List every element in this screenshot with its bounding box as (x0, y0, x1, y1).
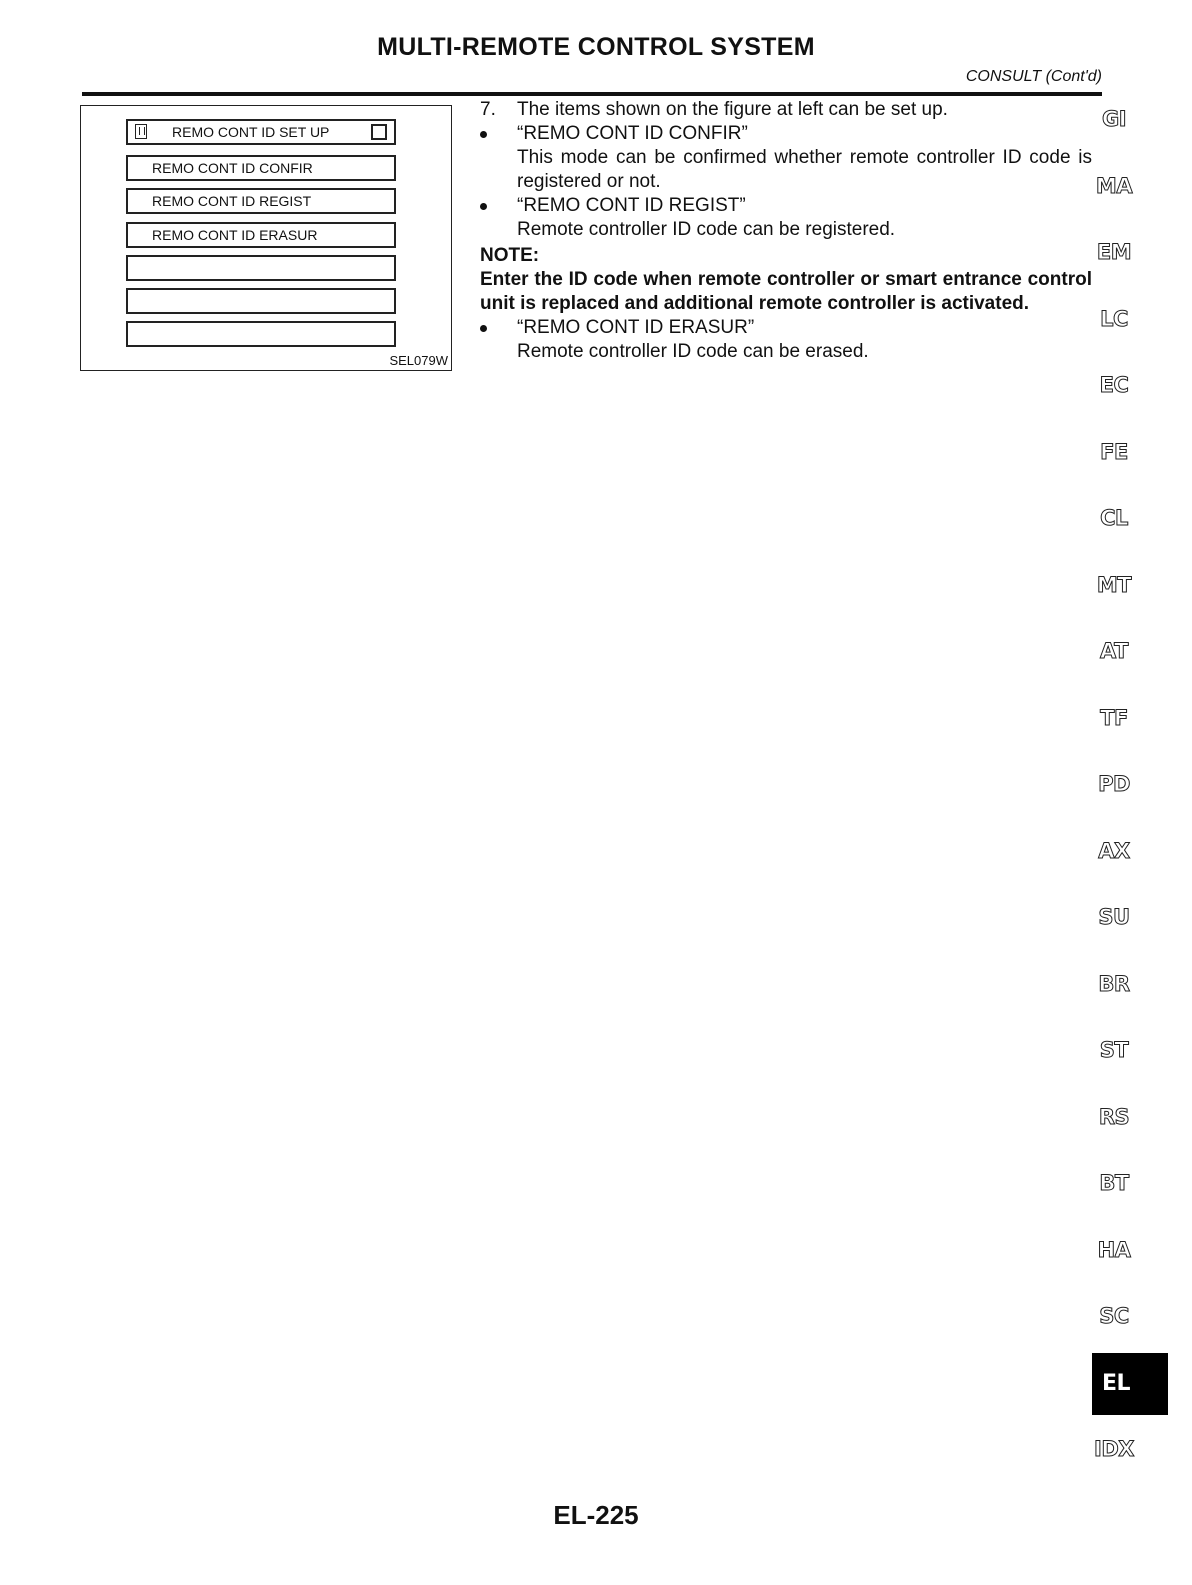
section-tab-ec[interactable]: EC (1099, 373, 1129, 397)
bullet-confir (480, 122, 1092, 194)
section-tab-em[interactable]: EM (1096, 240, 1132, 264)
bullet-title: “REMO CONT ID CONFIR” (517, 123, 748, 144)
header-rule (82, 92, 1102, 96)
bullet-text: Remote controller ID code can be erased. (517, 341, 869, 362)
section-tab-st[interactable]: ST (1099, 1038, 1129, 1062)
section-tab-ha[interactable]: HA (1097, 1237, 1131, 1262)
section-tab-index (1092, 95, 1168, 1495)
menu-box-regist: REMO CONT ID REGIST (126, 188, 396, 214)
figure-id: SEL079W (389, 353, 448, 368)
section-tab-fe[interactable]: FE (1100, 439, 1128, 464)
step-7 (480, 98, 1092, 122)
bullet-text: This mode can be confirmed whether remote controller ID code is registered or not. (517, 147, 1092, 192)
bullet-title: “REMO CONT ID REGIST” (517, 195, 746, 216)
section-tab-pd[interactable]: PD (1098, 772, 1130, 796)
section-tab-su[interactable]: SU (1098, 905, 1130, 929)
consult-screen-figure (80, 105, 452, 371)
menu-box-empty-1 (126, 255, 396, 281)
bullet-text: Remote controller ID code can be registered. (517, 219, 896, 240)
page-title: MULTI-REMOTE CONTROL SYSTEM (377, 33, 815, 61)
section-tab-ma[interactable]: MA (1095, 173, 1133, 198)
menu-box-confir: REMO CONT ID CONFIR (126, 155, 396, 181)
section-tab-rs[interactable]: RS (1098, 1104, 1130, 1129)
section-tab-cl[interactable]: CL (1100, 506, 1128, 530)
section-tab-br[interactable]: BR (1098, 971, 1130, 996)
section-subtitle: CONSULT (Cont'd) (965, 68, 1102, 85)
section-tab-gi[interactable]: GI (1101, 107, 1127, 131)
section-tab-ax[interactable]: AX (1098, 838, 1130, 863)
section-tab-mt[interactable]: MT (1096, 572, 1132, 597)
section-tab-bt[interactable]: BT (1099, 1171, 1129, 1195)
bullet-regist (480, 194, 1092, 242)
instruction-text (480, 98, 1092, 364)
page-number: EL-225 (553, 1500, 639, 1530)
section-tab-at[interactable]: AT (1100, 639, 1128, 663)
step-text: The items shown on the figure at left can be set up. (517, 99, 948, 120)
section-tab-idx[interactable]: IDX (1094, 1437, 1134, 1461)
note-heading: NOTE: (480, 245, 540, 266)
bullet-dot (480, 325, 487, 332)
section-tab-lc[interactable]: LC (1100, 306, 1128, 331)
menu-box-erasur: REMO CONT ID ERASUR (126, 222, 396, 248)
note-text: Enter the ID code when remote controller or smart entrance control unit is replaced and additional remote controller is activated. (480, 269, 1092, 314)
screen-square-icon (371, 124, 387, 140)
screen-title-label: REMO CONT ID SET UP (172, 124, 330, 140)
section-tab-el[interactable]: EL (1092, 1353, 1168, 1415)
menu-box-empty-3 (126, 321, 396, 347)
bullet-erasur (480, 316, 1092, 364)
bullet-title: “REMO CONT ID ERASUR” (517, 317, 755, 338)
section-tab-tf[interactable]: TF (1100, 705, 1128, 730)
bullet-dot (480, 131, 487, 138)
screen-mode-icon (135, 124, 147, 139)
section-tab-sc[interactable]: SC (1099, 1304, 1129, 1328)
menu-box-empty-2 (126, 288, 396, 314)
bullet-dot (480, 203, 487, 210)
step-number: 7. (480, 99, 496, 120)
screen-title-box (126, 119, 396, 145)
